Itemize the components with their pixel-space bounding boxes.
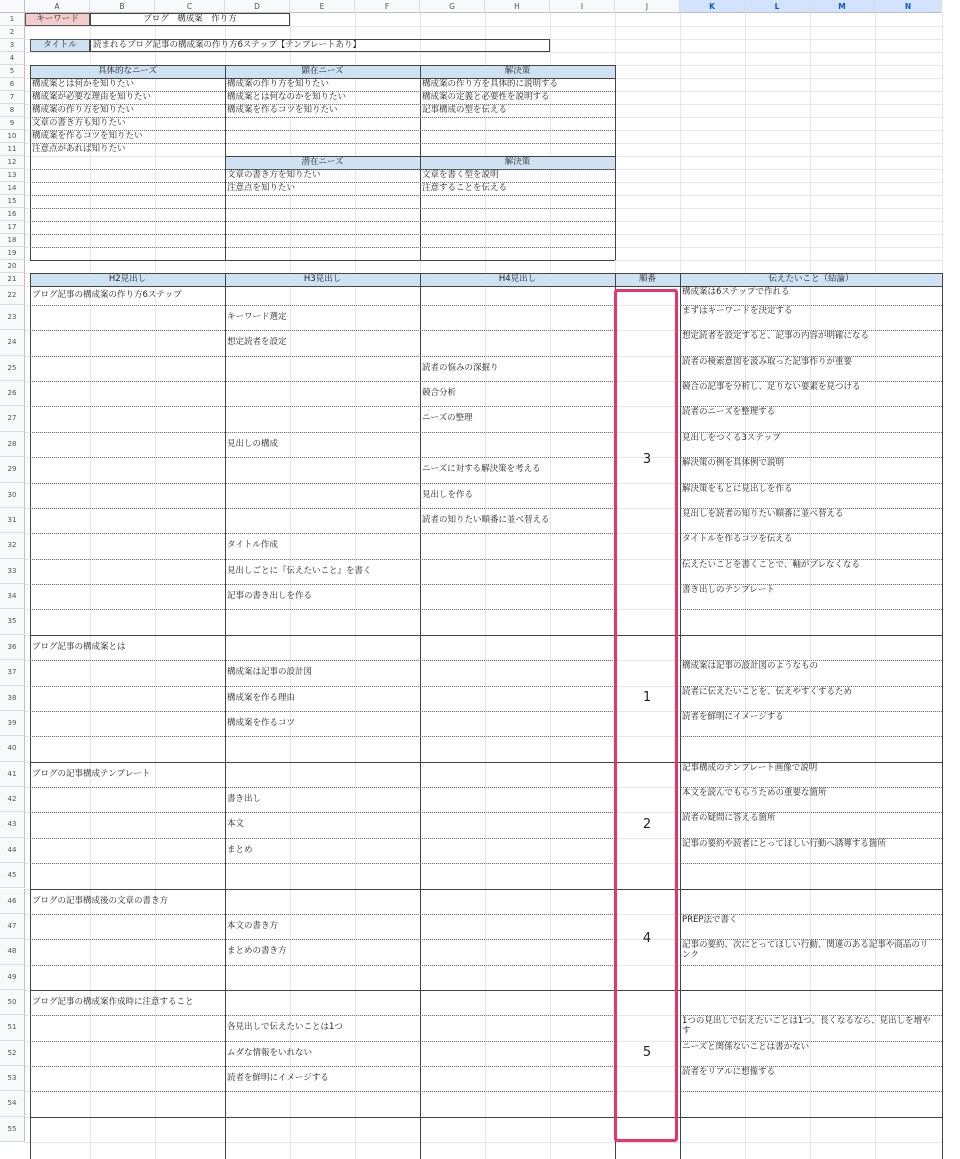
key-message: 記事の要約、次にとってほしい行動、関連のある記事や商品のリンク bbox=[682, 940, 929, 961]
row-header[interactable]: 5 bbox=[0, 65, 25, 78]
row-divider bbox=[30, 787, 615, 788]
latent-solution: 文章を書く型を説明 bbox=[422, 170, 499, 180]
row-header[interactable]: 26 bbox=[0, 381, 25, 406]
specific-need: 構成案を作るコツを知りたい bbox=[32, 131, 143, 141]
row-header[interactable]: 6 bbox=[0, 78, 25, 91]
column-header[interactable]: A bbox=[25, 0, 90, 13]
order-number[interactable]: 5 bbox=[642, 1045, 652, 1061]
outline-header[interactable]: 伝えたいこと（結論） bbox=[680, 273, 942, 286]
column-header[interactable]: N bbox=[875, 0, 942, 13]
row-header[interactable]: 43 bbox=[0, 812, 25, 837]
explicit-need: 構成案とは何なのかを知りたい bbox=[227, 92, 347, 102]
specific-need: 構成案が必要な理由を知りたい bbox=[32, 92, 152, 102]
row-header[interactable]: 21 bbox=[0, 273, 25, 286]
row-divider bbox=[30, 584, 615, 585]
h4-heading: ニーズに対する解決策を考える bbox=[422, 464, 541, 475]
row-divider bbox=[30, 432, 615, 433]
row-divider bbox=[30, 533, 615, 534]
row-header[interactable]: 7 bbox=[0, 91, 25, 104]
row-header[interactable]: 11 bbox=[0, 143, 25, 156]
row-header[interactable]: 23 bbox=[0, 305, 25, 330]
h4-heading: 見出しを作る bbox=[422, 489, 474, 500]
key-message: 解決策をもとに見出しを作る bbox=[682, 483, 793, 494]
grid-line bbox=[355, 13, 356, 1159]
table-border bbox=[942, 273, 943, 1159]
row-header[interactable]: 30 bbox=[0, 483, 25, 508]
explicit-need: 構成案を作るコツを知りたい bbox=[227, 105, 338, 115]
row-divider bbox=[30, 195, 615, 196]
row-divider bbox=[30, 736, 615, 737]
h4-heading: 読者の知りたい順番に並べ替える bbox=[422, 514, 550, 525]
h3-heading: 構成案を作る理由 bbox=[227, 692, 296, 703]
key-message: 想定読者を設定すると、記事の内容が明確になる bbox=[682, 331, 870, 342]
row-header[interactable]: 13 bbox=[0, 169, 25, 182]
group-divider bbox=[30, 635, 942, 636]
row-header[interactable]: 53 bbox=[0, 1066, 25, 1091]
row-header[interactable]: 10 bbox=[0, 130, 25, 143]
row-divider bbox=[680, 609, 942, 610]
column-header[interactable]: L bbox=[745, 0, 810, 13]
key-message: 見出しを読者の知りたい順番に並べ替える bbox=[682, 508, 844, 519]
order-number[interactable]: 1 bbox=[642, 690, 652, 706]
h3-heading: 見出しごとに『伝えたいこと』を書く bbox=[227, 565, 372, 576]
row-divider bbox=[30, 609, 615, 610]
row-divider bbox=[30, 356, 615, 357]
row-header[interactable]: 39 bbox=[0, 711, 25, 736]
group-divider bbox=[30, 1117, 942, 1118]
h4-heading: ニーズの整理 bbox=[422, 413, 473, 424]
needs-header[interactable]: 解決策 bbox=[420, 65, 615, 78]
h2-heading: ブログの記事構成後の文章の書き方 bbox=[32, 895, 169, 906]
latent-need: 注意点を知りたい bbox=[227, 183, 296, 193]
row-header[interactable]: 46 bbox=[0, 889, 25, 914]
table-border bbox=[30, 273, 942, 274]
keyword-value[interactable]: ブログ 構成案 作り方 bbox=[90, 13, 290, 26]
h4-heading: 読者の悩みの深掘り bbox=[422, 362, 499, 373]
grid-line bbox=[25, 26, 942, 27]
explicit-solution: 構成案の作り方を具体的に説明する bbox=[422, 79, 559, 89]
column-header[interactable]: B bbox=[90, 0, 155, 13]
h2-heading: ブログ記事の構成案の作り方6ステップ bbox=[32, 290, 182, 300]
grid-line bbox=[25, 52, 942, 53]
row-divider bbox=[30, 660, 615, 661]
column-header[interactable]: F bbox=[355, 0, 420, 13]
table-border bbox=[225, 156, 615, 157]
key-message: PREP法で書く bbox=[682, 914, 738, 925]
order-number[interactable]: 4 bbox=[642, 931, 652, 947]
column-header[interactable]: K bbox=[680, 0, 745, 13]
table-border bbox=[615, 65, 616, 260]
grid-line bbox=[90, 13, 91, 1159]
row-divider bbox=[30, 838, 615, 839]
row-header[interactable]: 47 bbox=[0, 914, 25, 939]
key-message: タイトルを作るコツを伝える bbox=[682, 534, 793, 545]
key-message: 読者の検索意図を汲み取った記事作りが重要 bbox=[682, 356, 853, 367]
order-highlight-box bbox=[614, 289, 678, 1142]
row-header[interactable]: 17 bbox=[0, 221, 25, 234]
row-divider bbox=[30, 169, 615, 170]
key-message: 読者をリアルに想像する bbox=[682, 1067, 776, 1078]
row-header[interactable]: 32 bbox=[0, 533, 25, 558]
row-divider bbox=[30, 330, 615, 331]
column-header[interactable]: J bbox=[615, 0, 680, 13]
row-header[interactable]: 37 bbox=[0, 660, 25, 685]
grid-line bbox=[550, 13, 551, 1159]
key-message: 読者を鮮明にイメージする bbox=[682, 711, 784, 722]
table-border bbox=[30, 65, 615, 66]
column-header[interactable]: E bbox=[290, 0, 355, 13]
row-divider bbox=[30, 305, 615, 306]
specific-need: 構成案の作り方を知りたい bbox=[32, 105, 135, 115]
row-header[interactable]: 20 bbox=[0, 260, 25, 273]
row-header[interactable]: 55 bbox=[0, 1117, 25, 1142]
row-header[interactable]: 1 bbox=[0, 13, 25, 26]
needs-header[interactable]: 具体的なニーズ bbox=[30, 65, 225, 78]
order-number[interactable]: 2 bbox=[642, 817, 652, 833]
row-header[interactable]: 25 bbox=[0, 356, 25, 381]
row-divider bbox=[680, 863, 942, 864]
h3-heading: 読者を鮮明にイメージする bbox=[227, 1073, 329, 1084]
row-header[interactable]: 38 bbox=[0, 686, 25, 711]
row-header[interactable]: 12 bbox=[0, 156, 25, 169]
keyword-label[interactable]: キーワード bbox=[25, 13, 90, 26]
h2-heading: ブログ記事の構成案とは bbox=[32, 641, 126, 652]
row-header[interactable]: 35 bbox=[0, 609, 25, 634]
specific-need: 構成案とは何かを知りたい bbox=[32, 79, 135, 89]
key-message: 読者の疑問に答える箇所 bbox=[682, 813, 776, 824]
h3-heading: 見出しの構成 bbox=[227, 438, 279, 449]
row-header[interactable]: 9 bbox=[0, 117, 25, 130]
row-header[interactable]: 44 bbox=[0, 838, 25, 863]
row-header[interactable]: 3 bbox=[0, 39, 25, 52]
table-border bbox=[30, 260, 615, 261]
row-divider bbox=[30, 965, 615, 966]
row-header[interactable]: 45 bbox=[0, 863, 25, 888]
h3-heading: 本文 bbox=[227, 819, 245, 830]
row-header[interactable]: 50 bbox=[0, 990, 25, 1015]
row-divider bbox=[680, 965, 942, 966]
key-message: まずはキーワードを決定する bbox=[682, 306, 793, 316]
row-divider bbox=[30, 234, 615, 235]
key-message: 読者に伝えたいことを、伝えやすくするため bbox=[682, 686, 853, 697]
h3-heading: まとめ bbox=[227, 844, 253, 855]
row-divider bbox=[30, 182, 615, 183]
row-header[interactable]: 28 bbox=[0, 432, 25, 457]
row-divider bbox=[30, 863, 615, 864]
row-header[interactable]: 16 bbox=[0, 208, 25, 221]
column-header[interactable]: D bbox=[225, 0, 290, 13]
row-header[interactable]: 40 bbox=[0, 736, 25, 761]
key-message: 記事の要約や読者にとってほしい行動へ誘導する箇所 bbox=[682, 838, 886, 849]
row-divider bbox=[30, 812, 615, 813]
row-divider bbox=[30, 914, 615, 915]
row-header[interactable]: 18 bbox=[0, 234, 25, 247]
row-divider bbox=[30, 247, 615, 248]
outline-header[interactable]: H2見出し bbox=[30, 273, 225, 286]
row-header[interactable]: 27 bbox=[0, 406, 25, 431]
row-header[interactable]: 42 bbox=[0, 787, 25, 812]
row-divider bbox=[680, 736, 942, 737]
row-header[interactable]: 33 bbox=[0, 559, 25, 584]
row-header[interactable]: 4 bbox=[0, 52, 25, 65]
row-header[interactable]: 19 bbox=[0, 247, 25, 260]
order-number[interactable]: 3 bbox=[642, 452, 652, 468]
title-label[interactable]: タイトル bbox=[30, 39, 90, 52]
h3-heading: ムダな情報をいれない bbox=[227, 1047, 313, 1058]
row-divider bbox=[30, 1091, 615, 1092]
title-value[interactable]: 読まれるブログ記事の構成案の作り方6ステップ【テンプレートあり】 bbox=[90, 39, 550, 52]
needs-header[interactable]: 顕在ニーズ bbox=[225, 65, 420, 78]
specific-need: 注意点があれば知りたい bbox=[32, 144, 126, 154]
column-header[interactable]: H bbox=[485, 0, 550, 13]
key-message: ニーズと関係ないことは書かない bbox=[682, 1041, 810, 1052]
h3-heading: 記事の書き出しを作る bbox=[227, 591, 313, 602]
row-divider bbox=[30, 1041, 615, 1042]
h3-heading: まとめの書き方 bbox=[227, 946, 287, 957]
column-header[interactable]: G bbox=[420, 0, 485, 13]
key-message: 見出しをつくる3ステップ bbox=[682, 432, 781, 443]
h3-heading: 構成案は記事の設計図 bbox=[227, 667, 313, 678]
row-header[interactable]: 48 bbox=[0, 939, 25, 964]
row-divider bbox=[680, 1091, 942, 1092]
row-header[interactable]: 15 bbox=[0, 195, 25, 208]
column-header[interactable]: M bbox=[810, 0, 875, 13]
explicit-need: 構成案の作り方を知りたい bbox=[227, 79, 330, 89]
row-header[interactable]: 24 bbox=[0, 330, 25, 355]
h4-heading: 競合分析 bbox=[422, 388, 457, 399]
key-message: 競合の記事を分析し、足りない要素を見つける bbox=[682, 382, 861, 393]
row-divider bbox=[30, 406, 615, 407]
key-message: 記事構成のテンプレート画像で説明 bbox=[682, 762, 818, 773]
grid-line bbox=[25, 1142, 942, 1143]
row-divider bbox=[30, 483, 615, 484]
h2-heading: ブログ記事の構成案作成時に注意すること bbox=[32, 996, 194, 1007]
row-header[interactable]: 54 bbox=[0, 1091, 25, 1116]
specific-need: 文章の書き方も知りたい bbox=[32, 118, 126, 128]
key-message: 1つの見出しで伝えたいことは1つ。長くなるなら、見出しを増やす bbox=[682, 1016, 931, 1037]
h3-heading: キーワード選定 bbox=[227, 312, 287, 322]
h3-heading: 各見出しで伝えたいことは1つ bbox=[227, 1022, 343, 1033]
key-message: 書き出しのテンプレート bbox=[682, 585, 775, 596]
key-message: 解決策の例を具体例で説明 bbox=[682, 458, 785, 469]
h3-heading: 想定読者を設定 bbox=[227, 337, 287, 348]
h3-heading: 構成案を作るコツ bbox=[227, 717, 296, 728]
row-header[interactable]: 31 bbox=[0, 508, 25, 533]
key-message: 伝えたいことを書くことで、軸がブレなくなる bbox=[682, 559, 860, 570]
h3-heading: 本文の書き方 bbox=[227, 920, 279, 931]
outline-header[interactable]: H3見出し bbox=[225, 273, 420, 286]
column-header[interactable]: I bbox=[550, 0, 615, 13]
row-header[interactable]: 14 bbox=[0, 182, 25, 195]
row-divider bbox=[30, 221, 615, 222]
latent-solution-header[interactable]: 解決策 bbox=[420, 156, 615, 169]
row-divider bbox=[30, 381, 615, 382]
row-header[interactable]: 36 bbox=[0, 635, 25, 660]
key-message: 読者のニーズを整理する bbox=[682, 407, 776, 418]
row-header[interactable]: 52 bbox=[0, 1041, 25, 1066]
explicit-solution: 構成案の定義と必要性を説明する bbox=[422, 92, 550, 102]
row-divider bbox=[30, 939, 615, 940]
key-message: 構成案は6ステップで作れる bbox=[682, 287, 790, 297]
key-message: 本文を読んでもらうための重要な箇所 bbox=[682, 788, 827, 799]
column-header[interactable]: C bbox=[155, 0, 225, 13]
latent-needs-header[interactable]: 潜在ニーズ bbox=[225, 156, 420, 169]
h2-heading: ブログの記事構成テンプレート bbox=[32, 768, 151, 779]
row-header[interactable]: 29 bbox=[0, 457, 25, 482]
row-header[interactable]: 49 bbox=[0, 965, 25, 990]
latent-solution: 注意することを伝える bbox=[422, 183, 508, 193]
select-all-corner[interactable] bbox=[0, 0, 25, 13]
explicit-solution: 記事構成の型を伝える bbox=[422, 105, 508, 115]
row-header[interactable]: 41 bbox=[0, 762, 25, 787]
row-divider bbox=[30, 686, 615, 687]
row-header[interactable]: 2 bbox=[0, 26, 25, 39]
row-header[interactable]: 34 bbox=[0, 584, 25, 609]
outline-header[interactable]: H4見出し bbox=[420, 273, 615, 286]
h3-heading: 書き出し bbox=[227, 794, 262, 805]
outline-header[interactable]: 順番 bbox=[615, 273, 680, 286]
h3-heading: タイトル作成 bbox=[227, 540, 278, 551]
row-divider bbox=[30, 208, 615, 209]
row-header[interactable]: 51 bbox=[0, 1015, 25, 1040]
key-message: 構成案は記事の設計図のようなもの bbox=[682, 661, 819, 672]
row-header[interactable]: 8 bbox=[0, 104, 25, 117]
row-divider bbox=[30, 711, 615, 712]
row-header[interactable]: 22 bbox=[0, 286, 25, 305]
latent-need: 文章の書き方を知りたい bbox=[227, 170, 321, 180]
grid-line bbox=[155, 13, 156, 1159]
